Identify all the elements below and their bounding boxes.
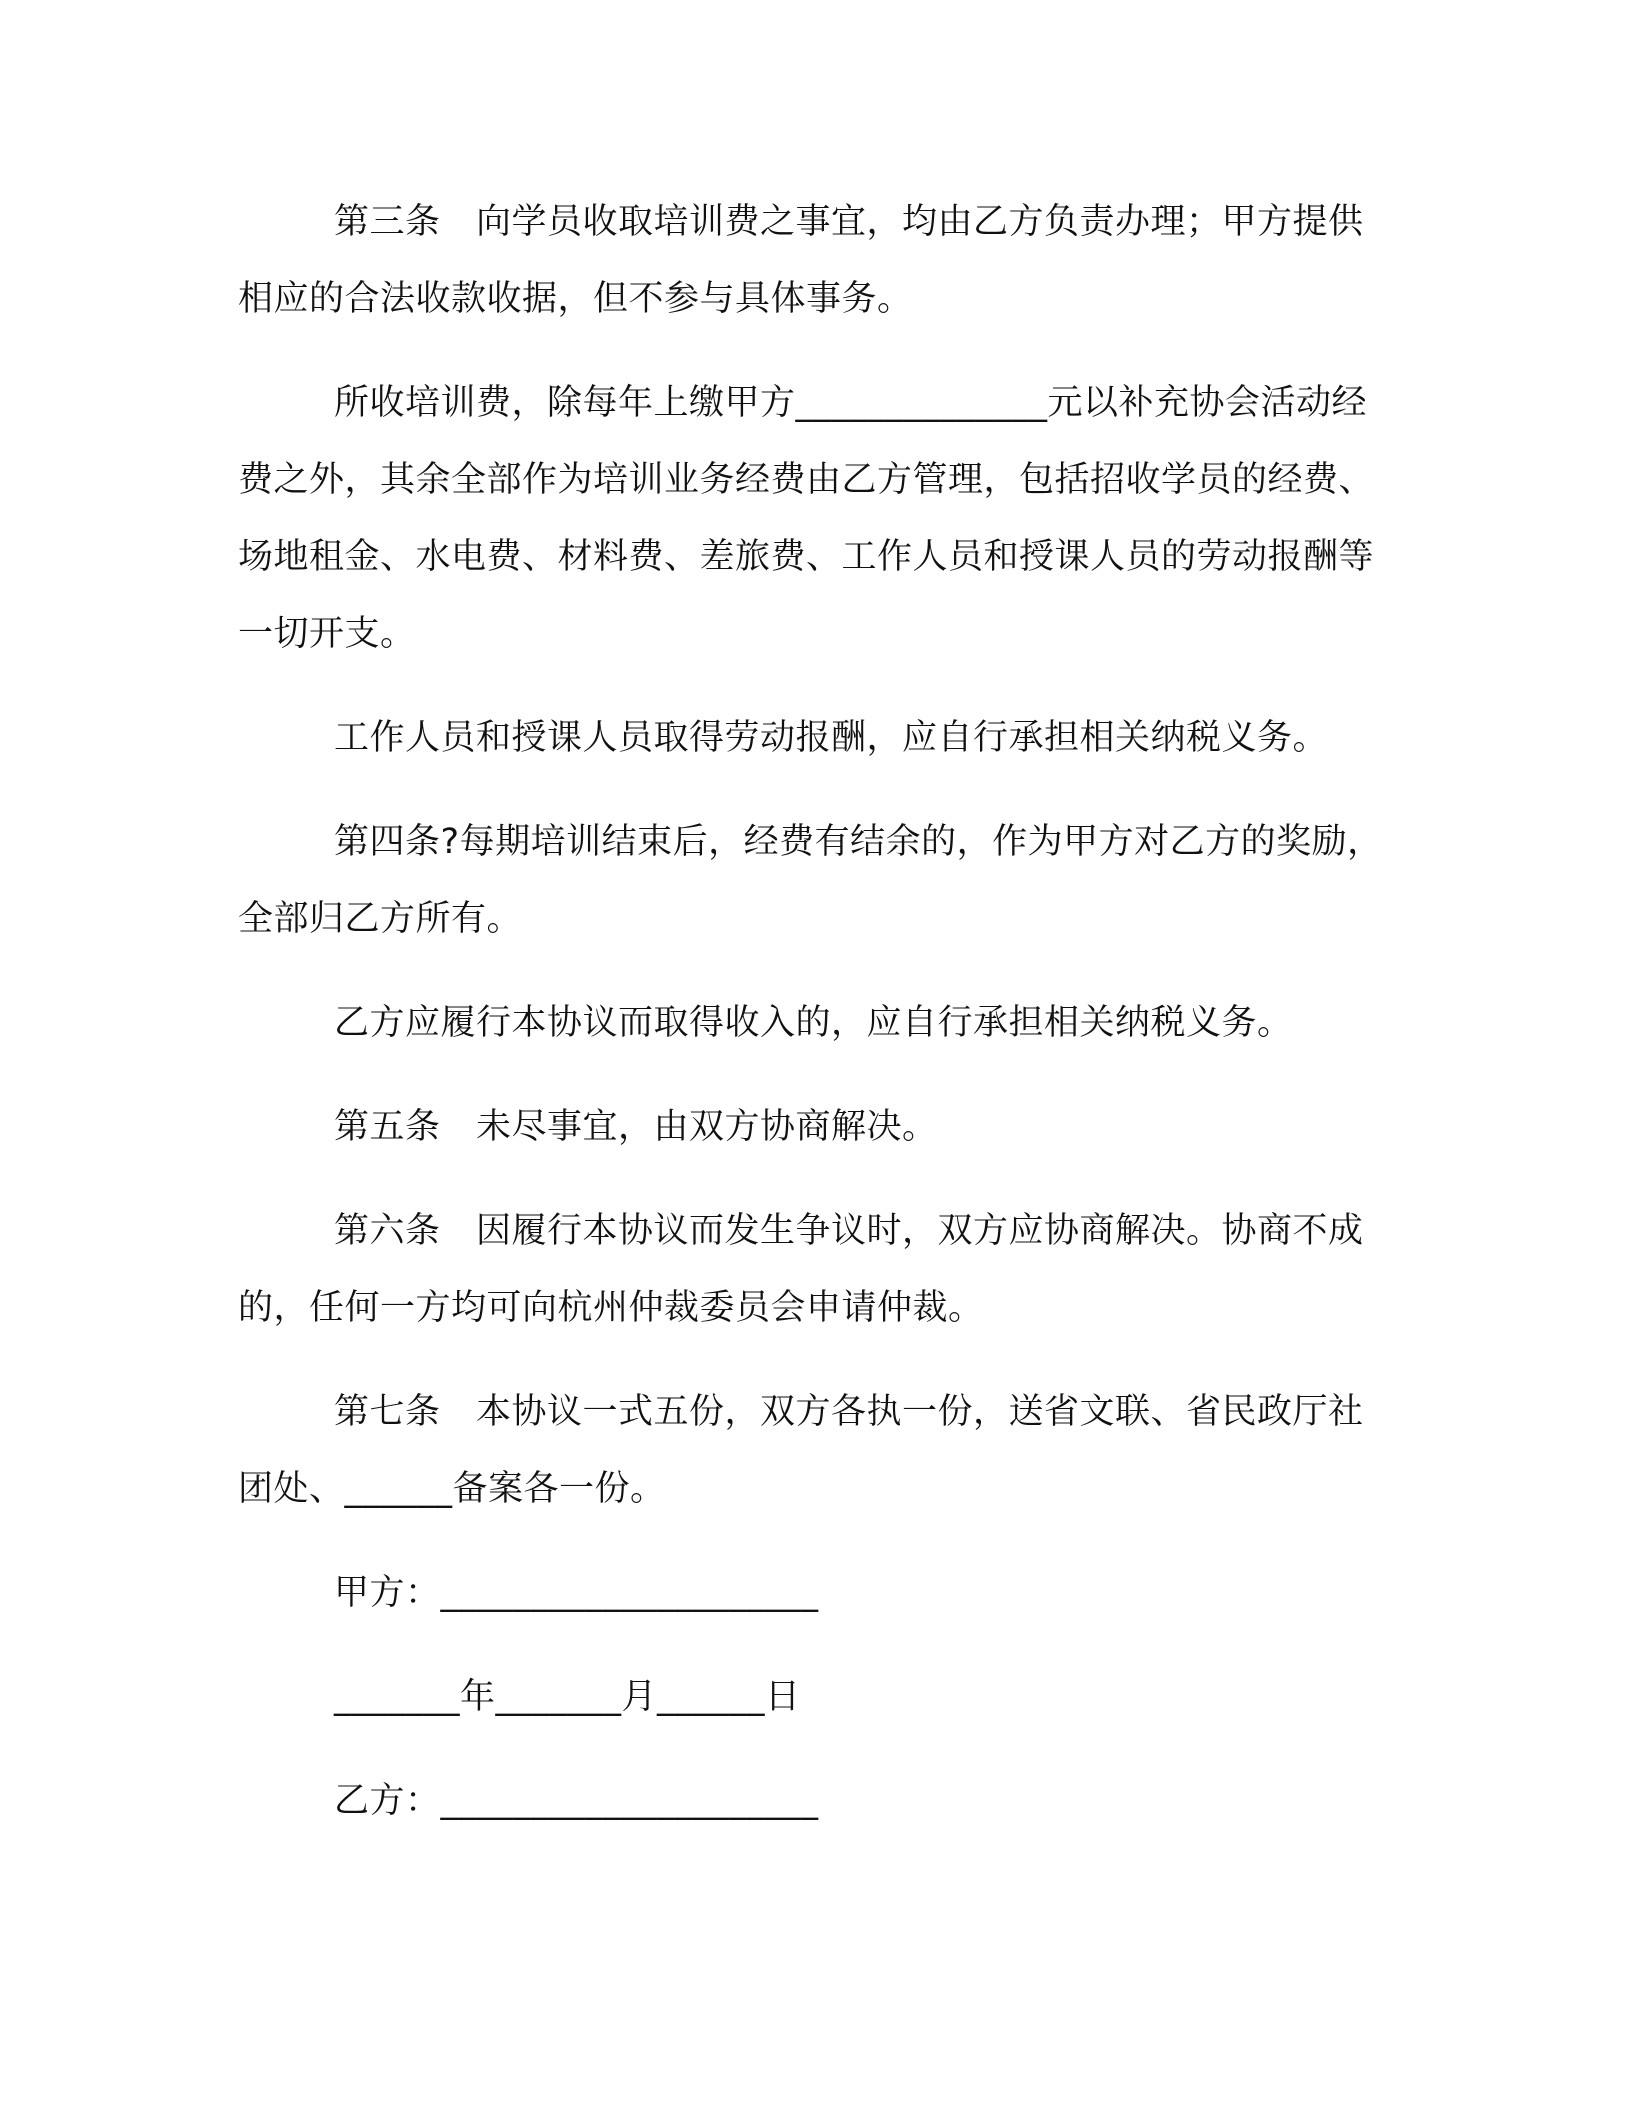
staff-tax-paragraph: 工作人员和授课人员取得劳动报酬，应自行承担相关纳税义务。 — [334, 718, 1329, 758]
article-7-paragraph: 第七条 本协议一式五份，双方各执一份，送省文联、省民政厅社团处、______备案各一份。 — [238, 1392, 1364, 1509]
article-4-paragraph: 第四条?每期培训结束后，经费有结余的，作为甲方对乙方的奖励，全部归乙方所有。 — [238, 822, 1383, 939]
date-line: _______年_______月______日 — [334, 1677, 801, 1717]
article-6-paragraph: 第六条 因履行本协议而发生争议时，双方应协商解决。协商不成的，任何一方均可向杭州仲裁委员会申请仲裁。 — [238, 1211, 1364, 1328]
training-fee-paragraph: 所收培训费，除每年上缴甲方______________元以补充协会活动经费之外，其余全部作为培训业务经费由乙方管理，包括招收学员的经费、场地租金、水电费、材料费、差旅费、工作人员和授课人员的劳动报酬等一切开支。 — [238, 383, 1375, 654]
document-body — [238, 184, 1388, 1867]
party-a-signature-line: 甲方：_____________________ — [334, 1573, 819, 1613]
article-5-paragraph: 第五条 未尽事宜，由双方协商解决。 — [334, 1107, 938, 1147]
party-b-signature-line: 乙方：_____________________ — [334, 1781, 819, 1821]
party-b-tax-paragraph: 乙方应履行本协议而取得收入的，应自行承担相关纳税义务。 — [334, 1003, 1293, 1043]
article-3-paragraph: 第三条 向学员收取培训费之事宜，均由乙方负责办理；甲方提供相应的合法收款收据，但不参与具体事务。 — [238, 202, 1364, 319]
